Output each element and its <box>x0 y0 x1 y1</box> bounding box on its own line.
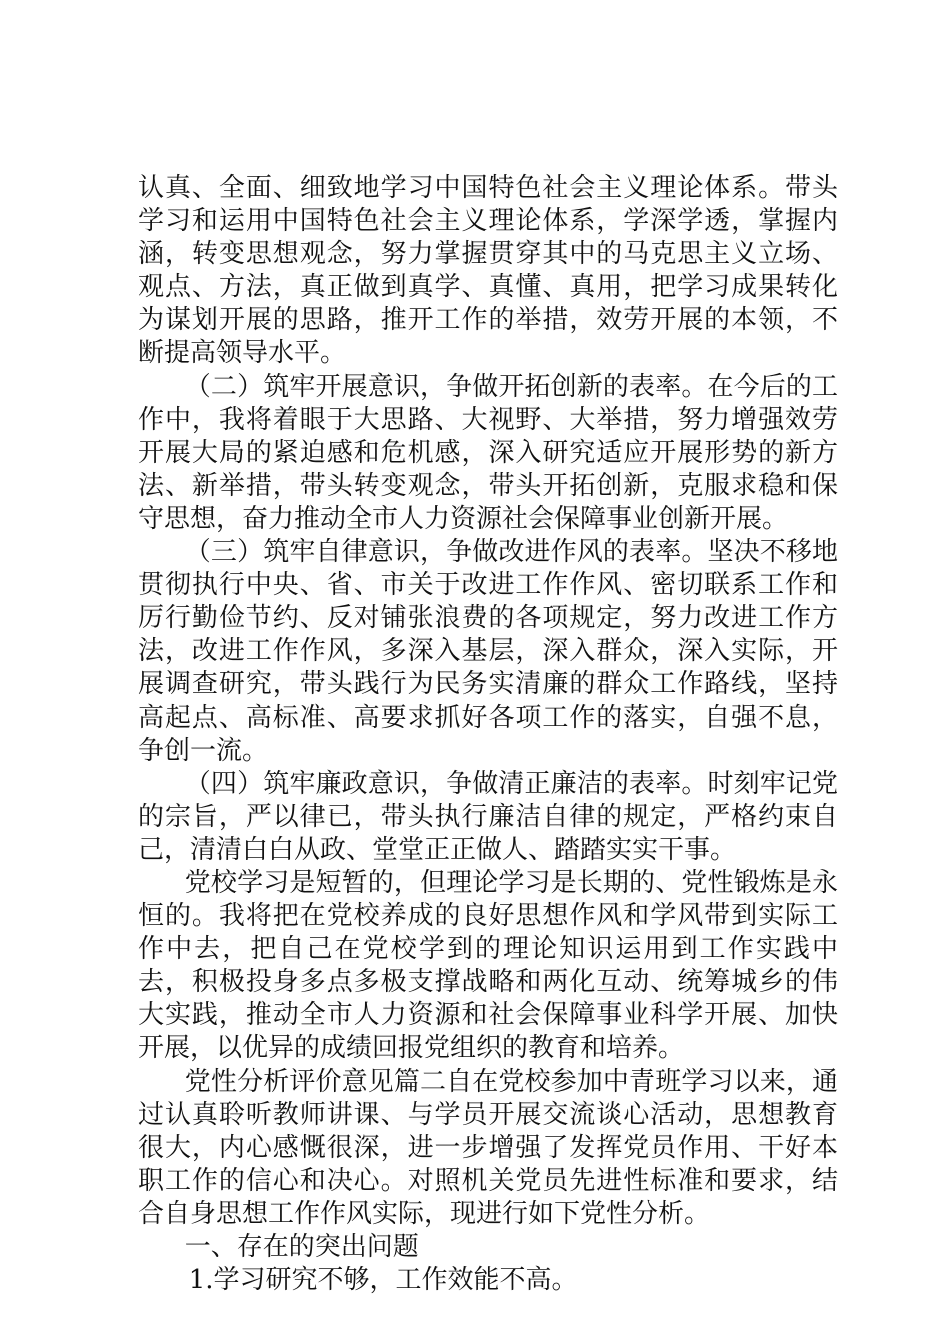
subsection-heading-study: 1.学习研究不够，工作效能不高。 <box>188 1265 578 1296</box>
paragraph-self-discipline: （三）筑牢自律意识，争做改进作风的表率。坚决不移地贯彻执行中央、省、市关于改进工作作风、密切联系工作和厉行勤俭节约、反对铺张浪费的各项规定，努力改进工作方法，改进工作作风，多深入基层，深入群众，深入实际，开展调查研究，带头践行为民务实清廉的群众工作路线，坚持高起点、高标准、高要求抓好各项工作的落实，自强不息，争创一流。 <box>138 537 838 766</box>
paragraph-study-theory: 认真、全面、细致地学习中国特色社会主义理论体系。带头学习和运用中国特色社会主义理论体系，学深学透，掌握内涵，转变思想观念，努力掌握贯穿其中的马克思主义立场、观点、方法，真正做到真学、真懂、真用，把学习成果转化为谋划开展的思路，推开工作的举措，效劳开展的本领，不断提高领导水平。 <box>138 173 838 369</box>
document-body <box>138 172 838 1297</box>
paragraph-party-spirit-analysis: 党性分析评价意见篇二自在党校参加中青班学习以来，通过认真聆听教师讲课、与学员开展交流谈心活动，思想教育很大，内心感慨很深，进一步增强了发挥党员作用、干好本职工作的信心和决心。对照机关党员先进性标准和要求，结合自身思想工作作风实际，现进行如下党性分析。 <box>138 1066 838 1229</box>
paragraph-development-awareness: （二）筑牢开展意识，争做开拓创新的表率。在今后的工作中，我将着眼于大思路、大视野、大举措，努力增强效劳开展大局的紧迫感和危机感，深入研究适应开展形势的新方法、新举措，带头转变观念，带头开拓创新，克服求稳和保守思想，奋力推动全市人力资源社会保障事业创新开展。 <box>138 371 838 534</box>
paragraph-party-school-study: 党校学习是短暂的，但理论学习是长期的、党性锻炼是永恒的。我将把在党校养成的良好思想作风和学风带到实际工作中去，把自己在党校学到的理论知识运用到工作实践中去，积极投身多点多极支撑战略和两化互动、统筹城乡的伟大实践，推动全市人力资源和社会保障事业科学开展、加快开展，以优异的成绩回报党组织的教育和培养。 <box>138 867 838 1064</box>
section-heading-problems: 一、存在的突出问题 <box>184 1232 419 1262</box>
paragraph-integrity: （四）筑牢廉政意识，争做清正廉洁的表率。时刻牢记党的宗旨，严以律已，带头执行廉洁自律的规定，严格约束自己，清清白白从政、堂堂正正做人、踏踏实实干事。 <box>138 768 838 865</box>
